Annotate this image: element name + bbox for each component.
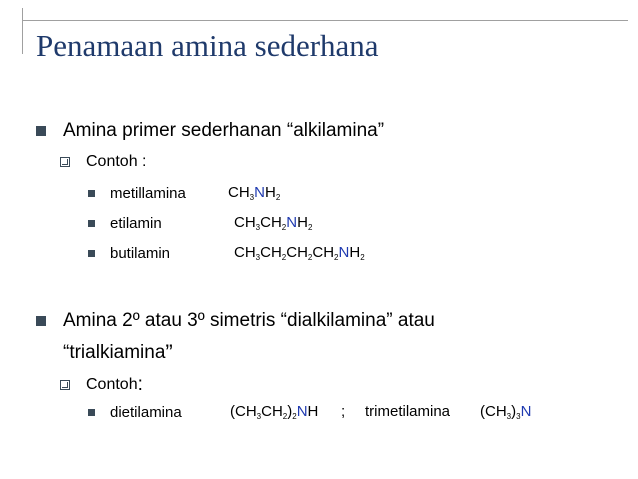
compound-name: dietilamina	[110, 403, 182, 421]
frame-line-vertical	[22, 8, 23, 54]
checkbox-bullet-icon	[60, 157, 70, 167]
section2-heading-line2	[63, 340, 173, 366]
square-bullet-icon	[88, 190, 95, 197]
list-item-dietilamina	[88, 401, 608, 423]
formula-ch3ch2nh2: $CH_3CH_2NH_2$	[234, 214, 313, 232]
frame-line-horizontal	[22, 20, 628, 21]
formula-trimethylamine: $(CH_3)_3N$	[480, 403, 532, 421]
square-bullet-icon	[88, 409, 95, 416]
list-item-etilamin	[88, 212, 488, 234]
list-item-butilamin	[88, 242, 508, 264]
formula-diethylamine: $(CH_3CH_2)_2NH$	[230, 403, 319, 421]
bullet-row-example2	[60, 374, 143, 396]
bullet-row-section1	[36, 120, 384, 142]
example-label: Contoh :	[86, 153, 147, 170]
compound-name: butilamin	[110, 244, 171, 262]
example-label: Contoh	[86, 376, 138, 393]
square-bullet-icon	[88, 220, 95, 227]
section2-heading-text: “trialkiamina	[63, 342, 166, 363]
section2-heading-line1: Amina 2º atau 3º simetris “dialkilamina” atau	[63, 310, 435, 331]
closing-quote: ”	[165, 340, 173, 365]
checkbox-bullet-icon	[60, 380, 70, 390]
separator: ;	[341, 403, 346, 420]
compound-name-2: trimetilamina	[365, 403, 451, 420]
section1-heading: Amina primer sederhanan “alkilamina”	[63, 120, 385, 141]
slide-title: Penamaan amina sederhana	[36, 28, 379, 63]
list-item-metillamina	[88, 182, 488, 204]
bullet-row-example1	[60, 153, 146, 171]
formula-butylamine: $CH_3CH_2CH_2CH_2NH_2$	[234, 244, 365, 262]
formula-ch3nh2: $CH_3NH_2$	[228, 184, 281, 202]
square-bullet-icon	[88, 250, 95, 257]
compound-name: metillamina	[110, 184, 186, 202]
example-colon: :	[137, 374, 143, 395]
bullet-row-section2	[36, 310, 435, 332]
square-bullet-icon	[36, 316, 46, 326]
compound-name: etilamin	[110, 214, 162, 232]
square-bullet-icon	[36, 126, 46, 136]
